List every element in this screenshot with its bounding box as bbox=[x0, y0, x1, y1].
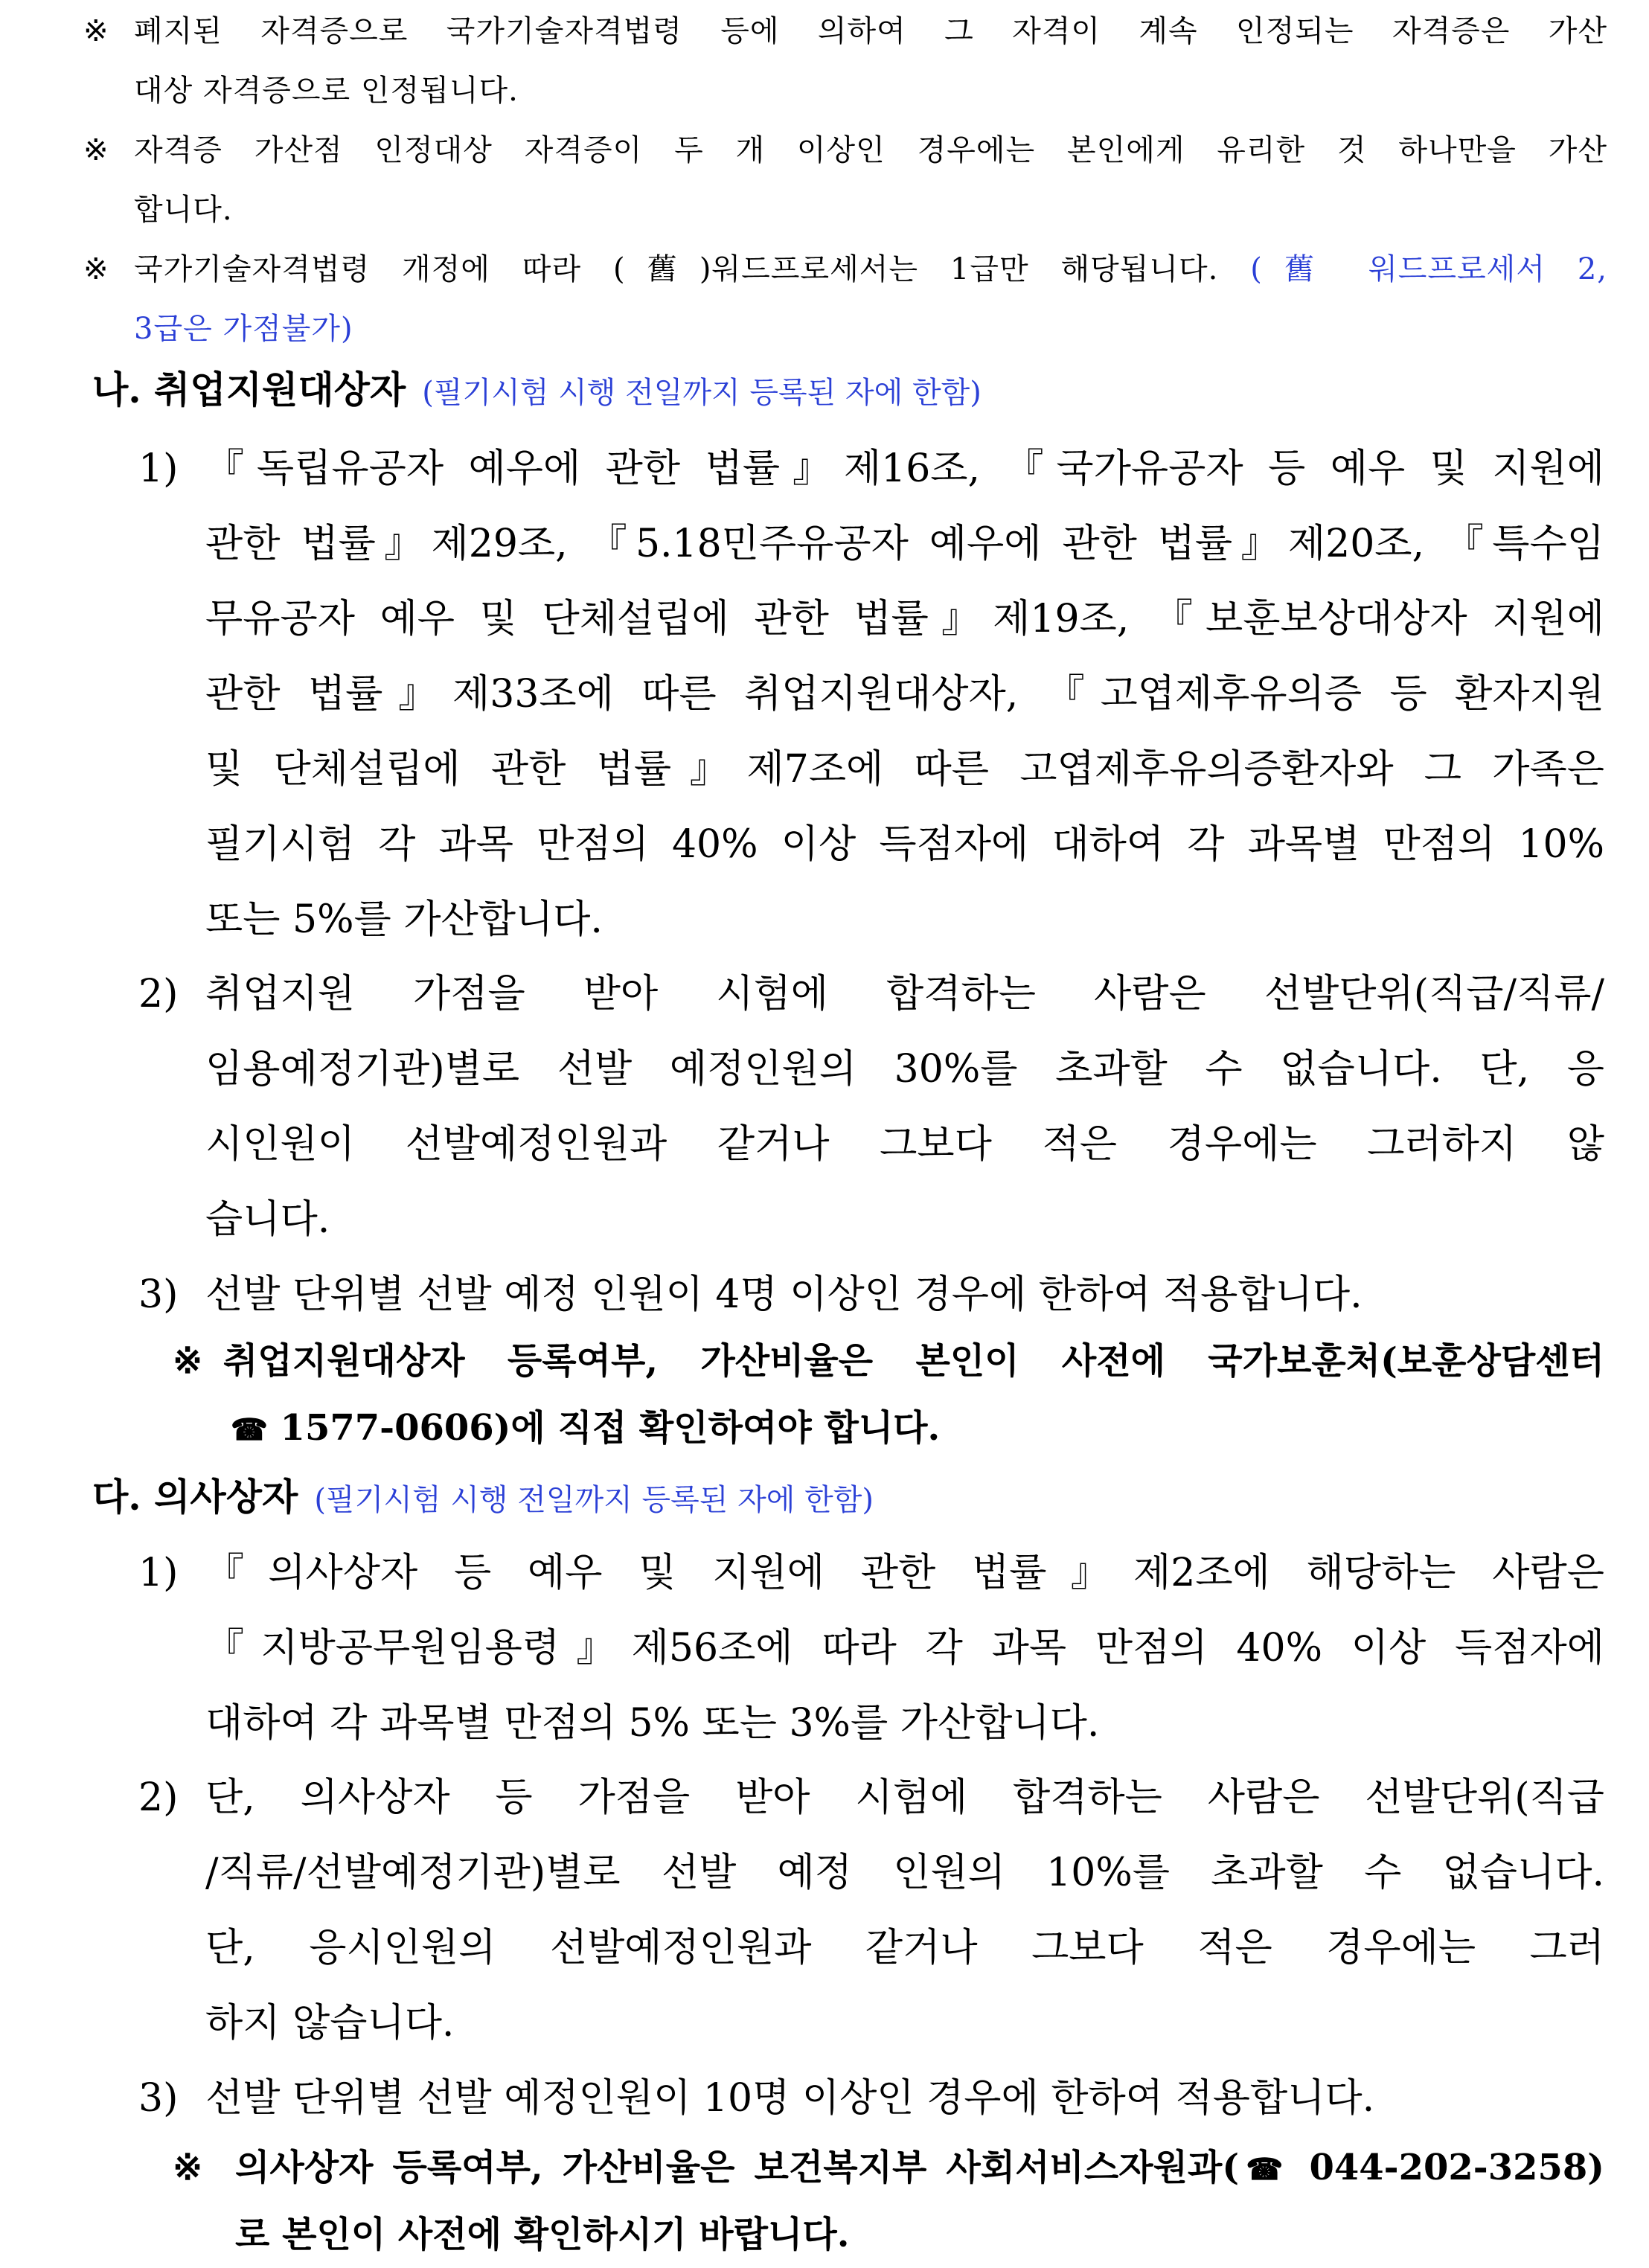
item-line: 시인원이 선발예정인원과 같거나 그보다 적은 경우에는 그러하지 않 bbox=[205, 1122, 1604, 1167]
section-heading-employment-support bbox=[0, 353, 1649, 430]
item-number: 3) bbox=[138, 1272, 179, 1317]
item-line: 및 단체설립에 관한 법률』제7조에 따른 고엽제후유의증환자와 그 가족은 bbox=[205, 747, 1604, 792]
phone-icon: ☎ bbox=[1239, 2152, 1290, 2187]
item-line: /직류/선발예정기관)별로 선발 예정 인원의 10%를 초과할 수 없습니다. bbox=[205, 1851, 1604, 1895]
item-number: 1) bbox=[138, 446, 179, 491]
item-line: 단, 응시인원의 선발예정인원과 같거나 그보다 적은 경우에는 그러 bbox=[205, 1926, 1604, 1970]
reference-mark: ※ bbox=[83, 252, 109, 286]
item-line: 관한 법률』제33조에 따른 취업지원대상자, 『고엽제후유의증 등 환자지원 bbox=[205, 672, 1604, 717]
notice-line: 로 본인이 사전에 확인하시기 바랍니다. bbox=[235, 2214, 850, 2255]
item-line: 『의사상자 등 예우 및 지원에 관한 법률』제2조에 해당하는 사람은 bbox=[205, 1551, 1604, 1595]
item-line: 선발 단위별 선발 예정 인원이 4명 이상인 경우에 한하여 적용합니다. bbox=[205, 1272, 1363, 1317]
note-line: 폐지된 자격증으로 국가기술자격법령 등에 의하여 그 자격이 계속 인정되는 자격증은 가산 bbox=[134, 14, 1607, 48]
item-line: 관한 법률』제29조, 『5.18민주유공자 예우에 관한 법률』제20조, 『특수임 bbox=[205, 522, 1604, 566]
section-subtitle: (필기시험 시행 전일까지 등록된 자에 한함) bbox=[314, 1483, 874, 1517]
item-line: 또는 5%를 가산합니다. bbox=[205, 897, 603, 942]
note-line: 자격증 가산점 인정대상 자격증이 두 개 이상인 경우에는 본인에게 유리한 것 하나만을 가산 bbox=[134, 133, 1607, 167]
item-line: 『독립유공자 예우에 관한 법률』제16조, 『국가유공자 등 예우 및 지원에 bbox=[205, 446, 1604, 491]
item-line: 취업지원 가점을 받아 시험에 합격하는 사람은 선발단위(직급/직류/ bbox=[205, 972, 1604, 1016]
item-line: 단, 의사상자 등 가점을 받아 시험에 합격하는 사람은 선발단위(직급 bbox=[205, 1775, 1604, 1820]
reference-mark: ※ bbox=[173, 2147, 203, 2188]
phone-icon: ☎ bbox=[231, 1412, 268, 1447]
reference-mark: ※ bbox=[173, 1340, 203, 1382]
section-title: 나. 취업지원대상자 bbox=[92, 368, 406, 411]
notice-phone-number: 044-202-3258) bbox=[1290, 2147, 1604, 2188]
note-line: 국가기술자격법령 개정에 따라 (舊)워드프로세서는 1급만 해당됩니다. bbox=[134, 252, 1219, 286]
reference-mark: ※ bbox=[83, 14, 109, 48]
notice-line: 의사상자 등록여부, 가산비율은 보건복지부 사회서비스자원과( bbox=[235, 2147, 1240, 2188]
section-heading-righteous-persons bbox=[0, 1460, 1649, 1537]
item-line: 대하여 각 과목별 만점의 5% 또는 3%를 가산합니다. bbox=[205, 1701, 1100, 1746]
section-subtitle: (필기시험 시행 전일까지 등록된 자에 한함) bbox=[422, 376, 982, 410]
item-number: 3) bbox=[138, 2076, 179, 2121]
note-highlight: 3급은 가점불가) bbox=[134, 312, 353, 346]
item-line: 무유공자 예우 및 단체설립에 관한 법률』제19조, 『보훈보상대상자 지원에 bbox=[205, 597, 1604, 641]
notice-line: 1577-0606)에 직접 확인하여야 합니다. bbox=[280, 1407, 941, 1449]
notice-line: 취업지원대상자 등록여부, 가산비율은 본인이 사전에 국가보훈처(보훈상담센터 bbox=[223, 1340, 1604, 1382]
section-title: 다. 의사상자 bbox=[92, 1475, 298, 1519]
note-highlight: (舊 워드프로세서 2, bbox=[1250, 252, 1608, 286]
item-number: 2) bbox=[138, 1775, 179, 1820]
item-line: 선발 단위별 선발 예정인원이 10명 이상인 경우에 한하여 적용합니다. bbox=[205, 2076, 1375, 2121]
item-line: 습니다. bbox=[205, 1197, 330, 1242]
item-line: 『지방공무원임용령』제56조에 따라 각 과목 만점의 40% 이상 득점자에 bbox=[205, 1626, 1604, 1670]
item-line: 필기시험 각 과목 만점의 40% 이상 득점자에 대하여 각 과목별 만점의 10% bbox=[205, 822, 1604, 867]
item-number: 1) bbox=[138, 1551, 179, 1595]
reference-mark: ※ bbox=[83, 133, 109, 167]
item-line: 임용예정기관)별로 선발 예정인원의 30%를 초과할 수 없습니다. 단, 응 bbox=[205, 1047, 1604, 1092]
item-number: 2) bbox=[138, 972, 179, 1016]
note-line: 대상 자격증으로 인정됩니다. bbox=[134, 74, 519, 108]
item-line: 하지 않습니다. bbox=[205, 2001, 455, 2046]
note-line: 합니다. bbox=[134, 193, 233, 227]
